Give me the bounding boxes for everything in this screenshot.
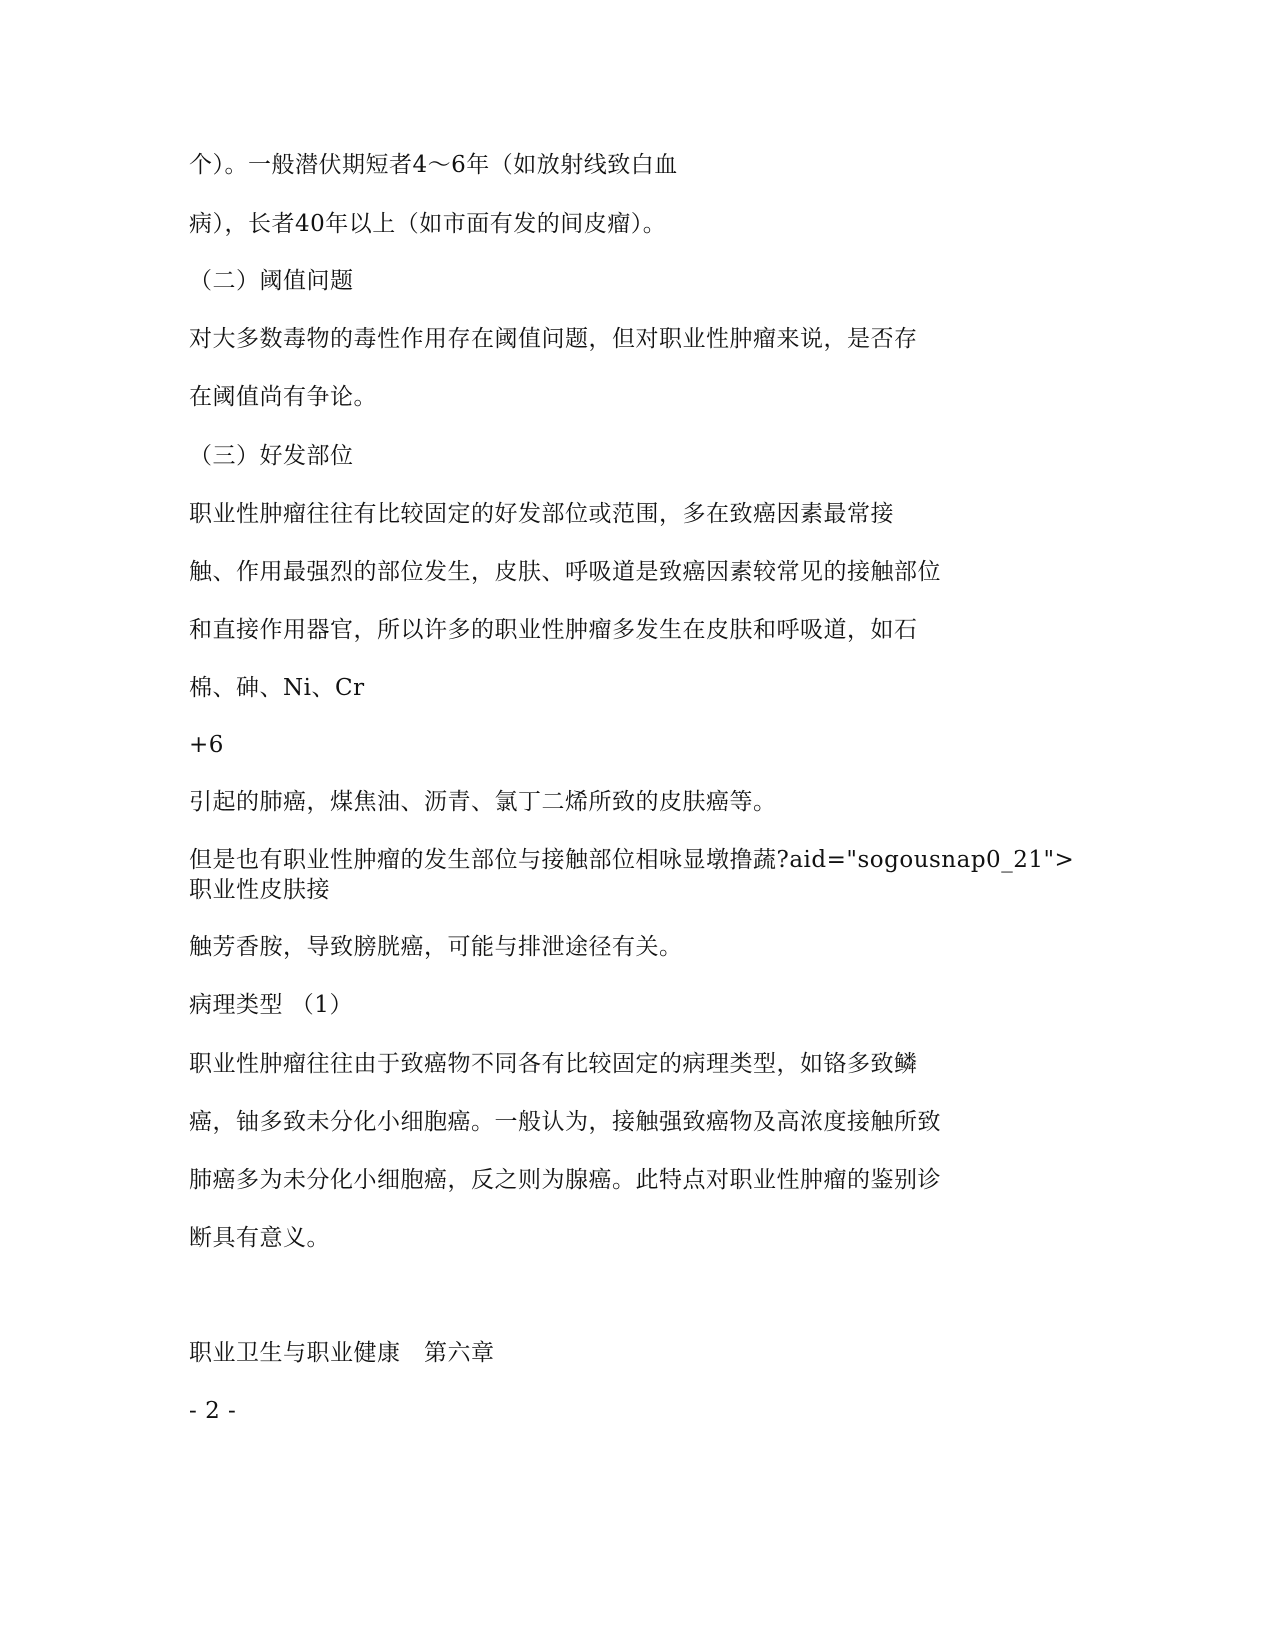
text-line-2: 病），长者40年以上（如市面有发的间皮瘤）。 [189,211,667,237]
text-line-8: 触、作用最强烈的部位发生，皮肤、呼吸道是致癌因素较常见的接触部位 [189,559,941,585]
text-line-16: 职业性肿瘤往往由于致癌物不同各有比较固定的病理类型，如铬多致鳞 [189,1051,918,1077]
text-line-10: 棉、砷、Ni、Cr [189,675,365,701]
section-heading-sites: （三）好发部位 [189,443,354,469]
page-footer-title: 职业卫生与职业健康 第六章 [189,1340,495,1366]
page-number: - 2 - [189,1398,237,1424]
text-line-19: 断具有意义。 [189,1225,330,1251]
text-line-17: 癌，铀多致未分化小细胞癌。一般认为，接触强致癌物及高浓度接触所致 [189,1109,941,1135]
section-heading-threshold: （二）阈值问题 [189,268,354,294]
section-heading-pathology: 病理类型 （1） [189,992,353,1018]
text-line-5: 在阈值尚有争论。 [189,384,377,410]
text-line-12: 引起的肺癌，煤焦油、沥青、氯丁二烯所致的皮肤癌等。 [189,789,777,815]
text-line-4: 对大多数毒物的毒性作用存在阈值问题，但对职业性肿瘤来说，是否存 [189,326,918,352]
text-line-18: 肺癌多为未分化小细胞癌，反之则为腺癌。此特点对职业性肿瘤的鉴别诊 [189,1167,941,1193]
text-line-13: 但是也有职业性肿瘤的发生部位与接触部位相咏显墩撸蔬?aid="sogousnap0_21">职业性皮肤接 [189,847,1075,903]
text-line-9: 和直接作用器官，所以许多的职业性肿瘤多发生在皮肤和呼吸道，如石 [189,617,918,643]
text-line-superscript: +6 [189,732,224,758]
text-line-14: 触芳香胺，导致膀胱癌，可能与排泄途径有关。 [189,934,683,960]
text-line-1: 个）。一般潜伏期短者4～6年（如放射线致白血 [189,152,678,178]
text-line-7: 职业性肿瘤往往有比较固定的好发部位或范围，多在致癌因素最常接 [189,501,894,527]
